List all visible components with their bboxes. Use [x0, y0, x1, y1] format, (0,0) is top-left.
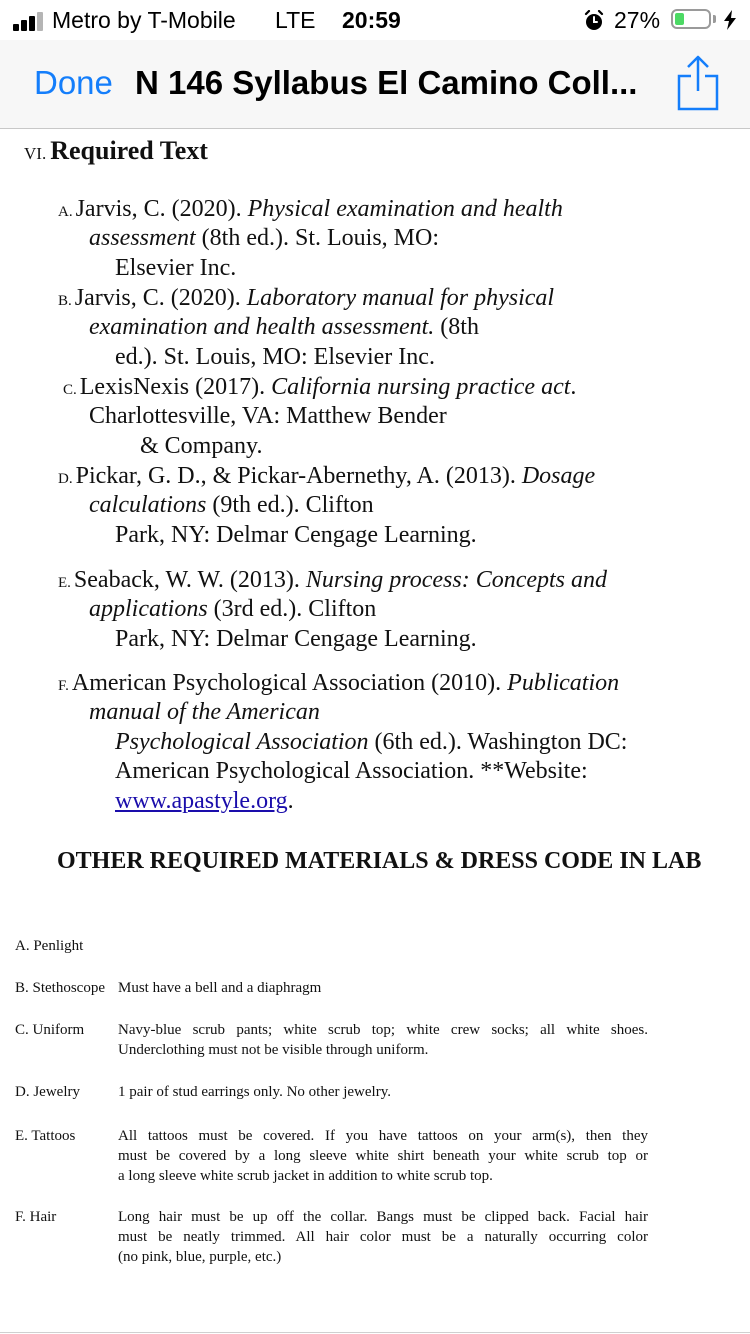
- reference-line: Elsevier Inc.: [115, 255, 237, 281]
- done-button[interactable]: Done: [34, 64, 113, 101]
- materials-heading: OTHER REQUIRED MATERIALS & DRESS CODE IN LAB: [57, 848, 702, 874]
- charging-bolt-icon: [723, 10, 737, 30]
- section-heading: [24, 136, 208, 166]
- alarm-clock-icon: [584, 10, 604, 32]
- reference-line: Park, NY: Delmar Cengage Learning.: [115, 626, 477, 652]
- reference-line: E. Seaback, W. W. (2013). Nursing process: Concepts and: [58, 567, 608, 593]
- materials-description: All tattoos must be covered. If you have tattoos on your arm(s), then they must be covered by a long sleeve white shirt beneath your white scrub top or a long sleeve white scrub jacket in addition to white scrub top.: [118, 1128, 648, 1184]
- navigation-bar: [0, 40, 750, 129]
- materials-label: F. Hair: [15, 1209, 57, 1225]
- battery-cap: [713, 15, 716, 23]
- section-title: Required Text: [50, 136, 208, 165]
- reference-line: applications (3rd ed.). Clifton: [89, 596, 377, 622]
- materials-label: D. Jewelry: [15, 1084, 80, 1100]
- materials-description: Navy-blue scrub pants; white scrub top; white crew socks; all white shoes. Underclothing must not be visible through uniform.: [118, 1022, 648, 1058]
- status-bar: [0, 0, 750, 40]
- materials-description: Must have a bell and a diaphragm: [118, 980, 322, 996]
- reference-line: assessment (8th ed.). St. Louis, MO:: [89, 225, 439, 251]
- apastyle-link[interactable]: www.apastyle.org: [115, 788, 288, 814]
- reference-line: manual of the American: [89, 699, 320, 725]
- reference-line: Charlottesville, VA: Matthew Bender: [89, 403, 447, 429]
- reference-line: B. Jarvis, C. (2020). Laboratory manual for physical: [58, 285, 555, 311]
- battery-level-fill: [675, 13, 684, 25]
- page-divider: [0, 1332, 750, 1333]
- materials-label: E. Tattoos: [15, 1128, 76, 1144]
- reference-line: Park, NY: Delmar Cengage Learning.: [115, 522, 477, 548]
- materials-label: B. Stethoscope: [15, 980, 105, 996]
- materials-description: Long hair must be up off the collar. Bangs must be clipped back. Facial hair must be neatly trimmed. All hair color must be a naturally occurring color (no pink, blue, purple, etc.): [118, 1209, 648, 1265]
- signal-bars-icon: [13, 11, 49, 31]
- carrier-name: Metro by T-Mobile: [52, 7, 236, 33]
- reference-line: calculations (9th ed.). Clifton: [89, 492, 374, 518]
- reference-line: American Psychological Association. **Website:: [115, 758, 588, 784]
- reference-line: C. LexisNexis (2017). California nursing practice act.: [63, 374, 577, 400]
- document-title: N 146 Syllabus El Camino Coll...: [135, 64, 638, 101]
- network-type: LTE: [275, 7, 316, 33]
- materials-description: 1 pair of stud earrings only. No other jewelry.: [118, 1084, 391, 1100]
- reference-line: examination and health assessment. (8th: [89, 314, 479, 340]
- materials-label: A. Penlight: [15, 938, 84, 954]
- document-viewer[interactable]: [0, 129, 750, 1334]
- reference-line: F. American Psychological Association (2010). Publication: [58, 670, 620, 696]
- reference-line: Psychological Association (6th ed.). Washington DC:: [115, 729, 628, 755]
- battery-percent: 27%: [614, 7, 661, 33]
- materials-label: C. Uniform: [15, 1022, 85, 1038]
- reference-line: ed.). St. Louis, MO: Elsevier Inc.: [115, 344, 435, 370]
- section-number: VI.: [24, 144, 47, 163]
- reference-line: & Company.: [140, 433, 263, 459]
- reference-line: www.apastyle.org.: [115, 788, 294, 814]
- reference-line: D. Pickar, G. D., & Pickar-Abernethy, A. (2013). Dosage: [58, 463, 596, 489]
- status-time: 20:59: [342, 7, 401, 33]
- reference-line: A. Jarvis, C. (2020). Physical examination and health: [58, 196, 563, 222]
- share-icon[interactable]: [676, 54, 720, 112]
- battery-icon: [671, 9, 711, 29]
